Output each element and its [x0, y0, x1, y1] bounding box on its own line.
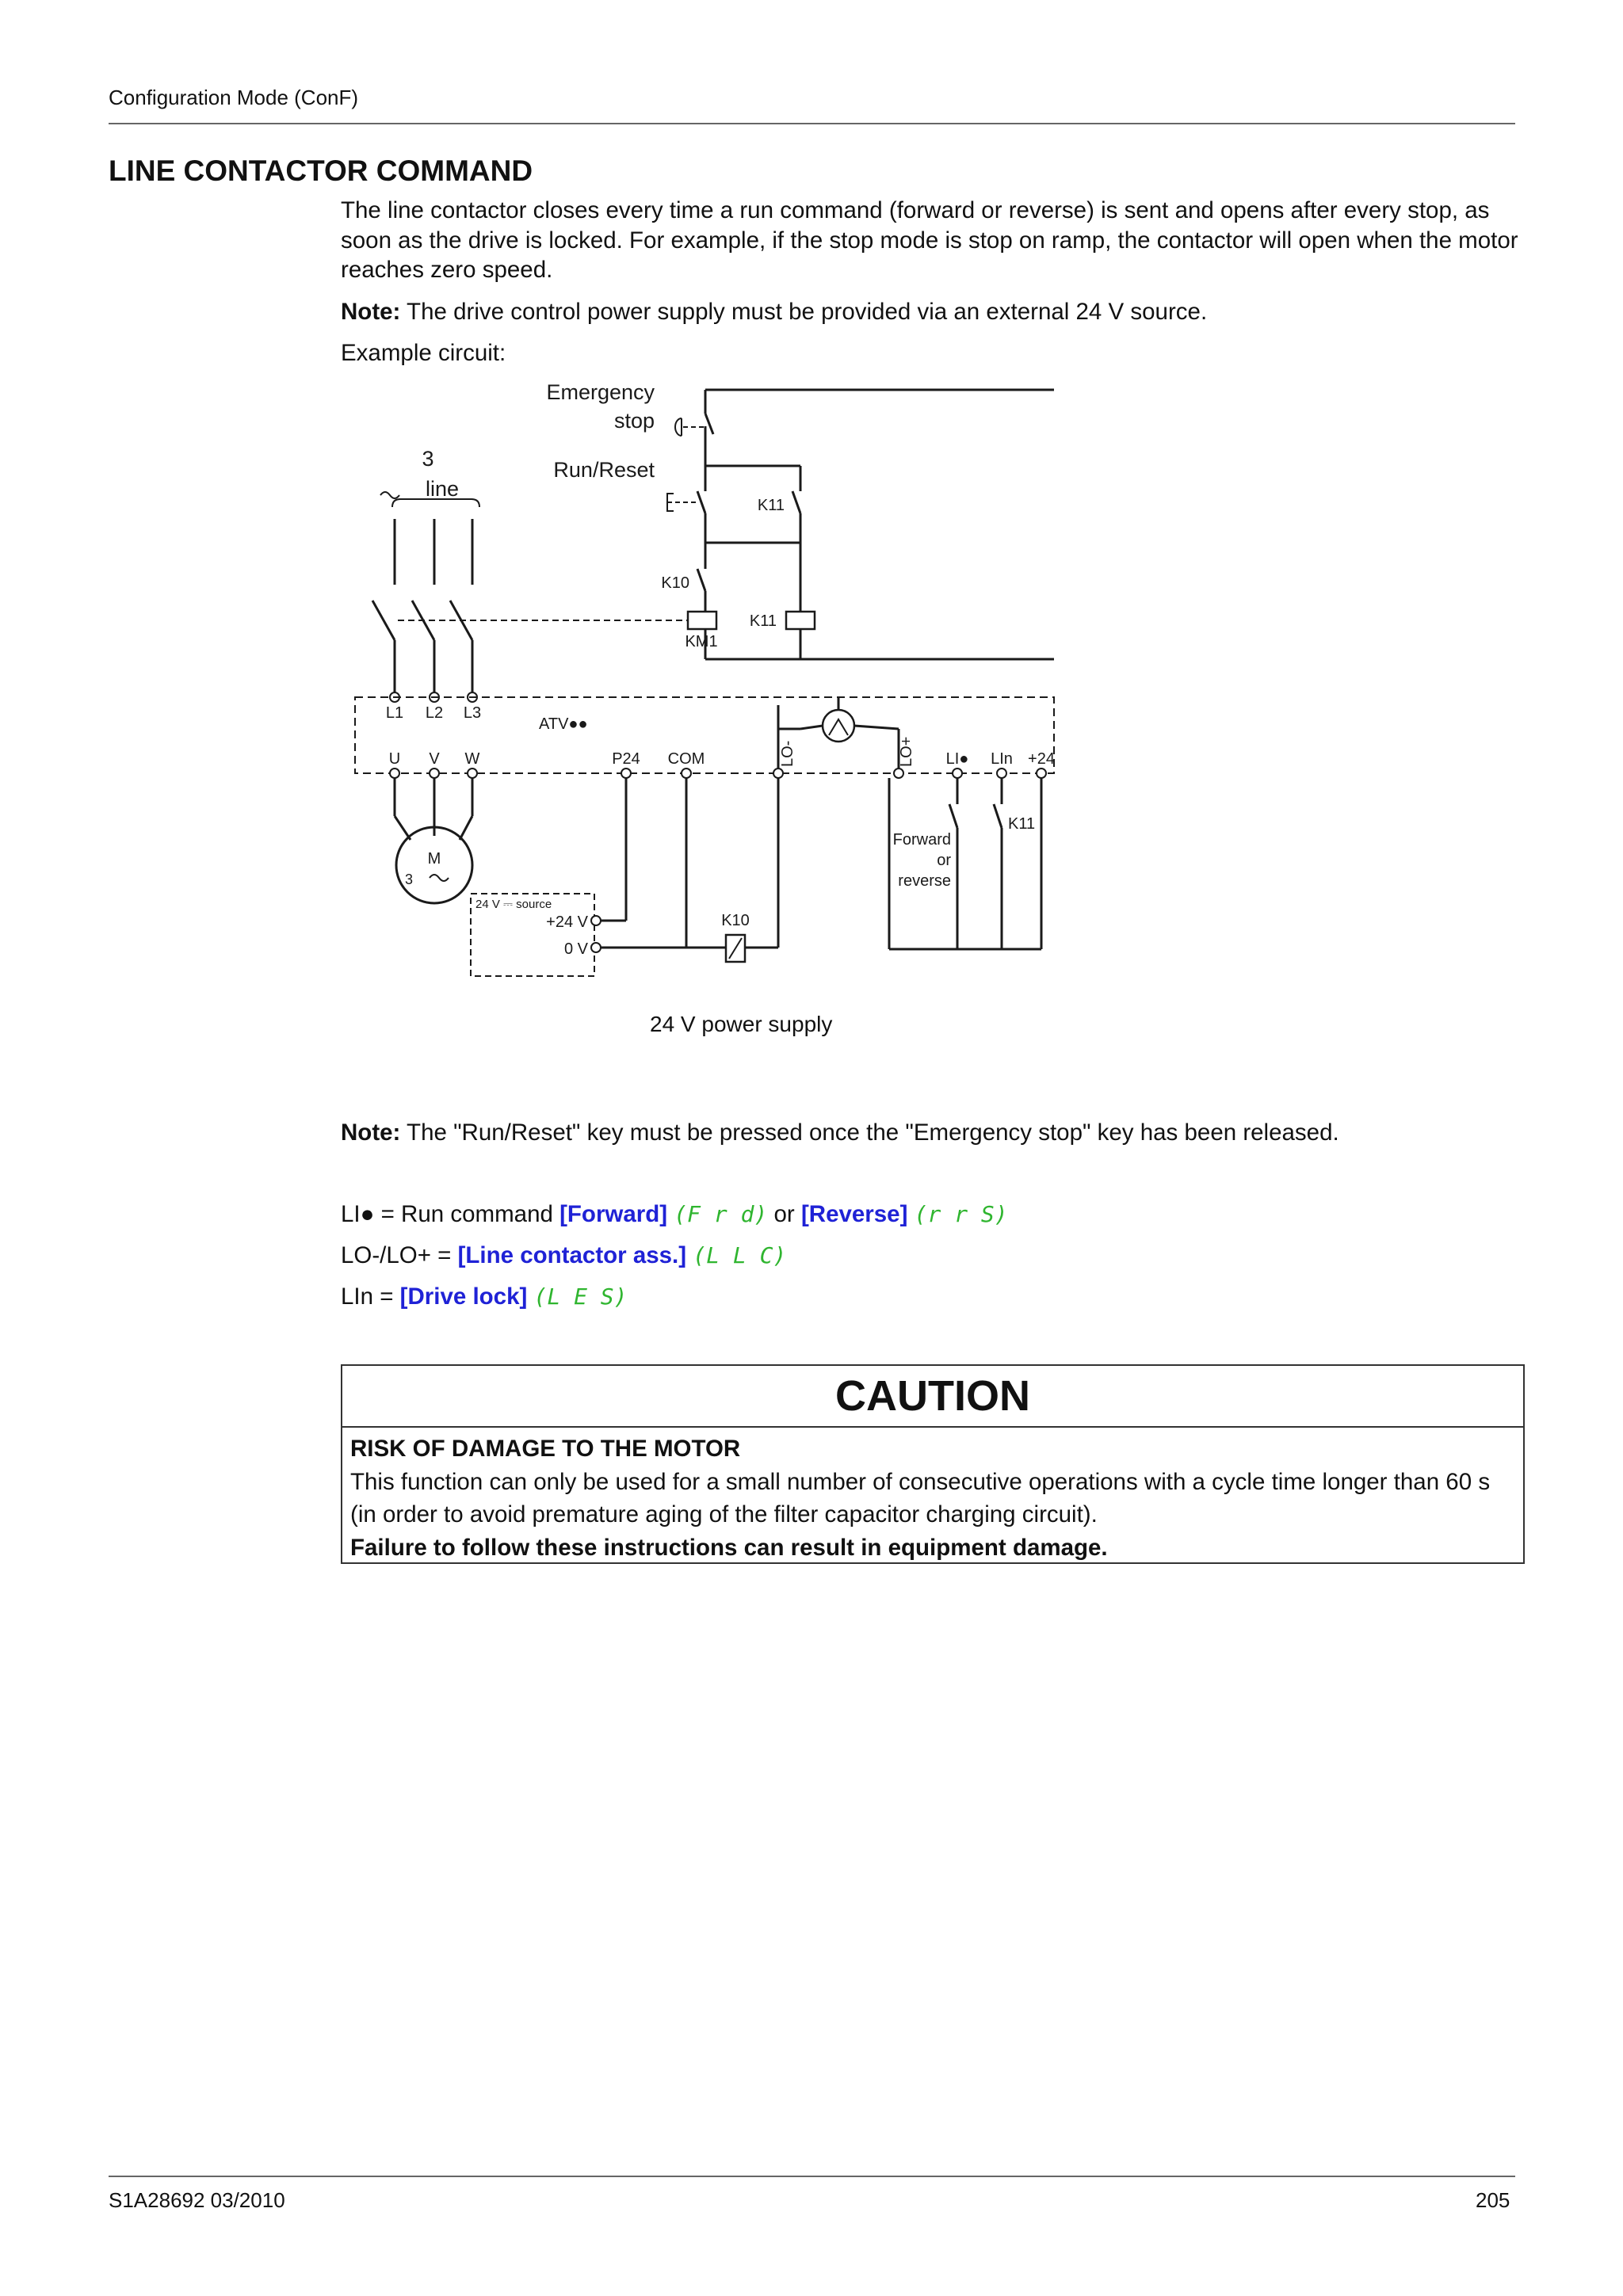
label-source: 24 V ⎓ source: [475, 898, 552, 911]
ac-symbol: [380, 492, 399, 498]
header-rule: [109, 123, 1515, 124]
label-lin: LIn: [991, 750, 1013, 768]
code-frd: (F r d): [674, 1201, 768, 1227]
label-k10-coil: K10: [721, 912, 750, 929]
footer-page-number: 205: [1476, 2188, 1510, 2212]
caution-body: [342, 1428, 1523, 1564]
run-reset-contact: [697, 491, 705, 513]
label-plus24: +24: [1028, 750, 1055, 768]
label-reverse: reverse: [898, 872, 951, 890]
note-run-reset: [341, 1118, 1522, 1148]
footer-doc-id: S1A28692 03/2010: [109, 2188, 285, 2212]
power-lines: [372, 492, 688, 702]
label-three-phase: 3: [422, 447, 434, 471]
note-text: The drive control power supply must be provided via an external 24 V source.: [400, 299, 1208, 325]
label-lo-minus: LO-: [779, 740, 796, 767]
intro-paragraph: The line contactor closes every time a run command (forward or reverse) is sent and opens after every stop, as soon as the drive is locked. For example, if the stop mode is stop on ramp, the contactor will open when the motor reaches zero speed.: [341, 197, 1518, 283]
label-w: W: [464, 750, 480, 768]
label-line: line: [425, 477, 460, 501]
label-motor-3: 3: [404, 871, 414, 887]
forward-reverse-contact: [949, 804, 957, 828]
label-k11-coil: K11: [749, 612, 777, 630]
km1-pole-1: [372, 601, 395, 640]
label-l2: L2: [425, 704, 444, 722]
definition-li: [341, 1199, 1008, 1230]
k11-drive-lock-contact: [994, 804, 1002, 828]
note2-label: Note:: [341, 1119, 401, 1146]
wiring-diagram: [341, 372, 1086, 982]
label-p24: P24: [612, 750, 640, 768]
label-zero-v: 0 V: [563, 940, 588, 958]
label-forward: Forward: [892, 831, 951, 849]
section-heading: LINE CONTACTOR COMMAND: [109, 154, 533, 187]
label-k10-contact: K10: [661, 574, 689, 592]
logic-output-relay: [823, 710, 854, 742]
label-li: LI●: [945, 750, 969, 768]
label-l3: L3: [463, 704, 482, 722]
menu-forward: [Forward]: [559, 1201, 668, 1227]
note-label: Note:: [341, 299, 401, 325]
k11-self-hold-contact: [792, 491, 800, 513]
definition-lo: [341, 1241, 786, 1271]
motor-circuit: [390, 769, 477, 903]
note2-text: The "Run/Reset" key must be pressed once the "Emergency stop" key has been released.: [400, 1119, 1339, 1146]
definition-lin: [341, 1282, 628, 1312]
label-k11-lock: K11: [1008, 815, 1036, 833]
k11-coil: [786, 612, 815, 629]
page-header-section: Configuration Mode (ConF): [109, 86, 359, 109]
label-k11-contact: K11: [757, 497, 785, 514]
code-rrs: (r r S): [914, 1201, 1008, 1227]
label-or: or: [937, 852, 951, 869]
caution-text: This function can only be used for a small number of consecutive operations with a cycle time longer than 60 s (in order to avoid premature aging of the filter capacitor charging circuit).: [350, 1468, 1491, 1527]
def-li-or: or: [767, 1201, 801, 1227]
label-stop: stop: [613, 409, 655, 433]
label-atv: ATV●●: [539, 715, 588, 733]
menu-drive-lock: [Drive lock]: [399, 1283, 528, 1310]
code-llc: (L L C): [693, 1242, 787, 1268]
def-lo-lead: LO-/LO+ =: [341, 1242, 458, 1268]
def-lin-lead: LIn =: [341, 1283, 400, 1310]
label-km1: KM1: [685, 633, 718, 650]
code-les: (L E S): [533, 1283, 628, 1310]
k10-contact: [697, 569, 705, 591]
control-wiring: [601, 697, 1046, 962]
label-run-reset: Run/Reset: [553, 458, 655, 482]
note-power-supply: [341, 297, 1522, 327]
menu-reverse: [Reverse]: [800, 1201, 908, 1227]
def-li-lead: LI● = Run command: [341, 1201, 560, 1227]
control-circuit: [667, 390, 1054, 659]
caution-subtitle: RISK OF DAMAGE TO THE MOTOR: [350, 1436, 741, 1462]
km1-coil: [688, 612, 716, 629]
label-com: COM: [667, 750, 705, 768]
label-emergency: Emergency: [546, 380, 655, 404]
label-plus24v: +24 V: [546, 913, 588, 931]
example-label: Example circuit:: [341, 340, 506, 366]
caution-box: [341, 1364, 1525, 1564]
caution-title: CAUTION: [342, 1366, 1523, 1428]
label-lo-plus: LO+: [898, 736, 915, 767]
label-v: V: [429, 750, 440, 768]
label-u: U: [388, 750, 401, 768]
menu-line-contactor: [Line contactor ass.]: [457, 1242, 687, 1268]
footer-rule: [109, 2176, 1515, 2177]
diagram-caption: 24 V power supply: [650, 1012, 833, 1036]
emergency-stop-actuator: [675, 418, 682, 436]
label-motor-m: M: [427, 850, 441, 868]
caution-warning: Failure to follow these instructions can result in equipment damage.: [350, 1534, 1108, 1561]
label-l1: L1: [385, 704, 404, 722]
